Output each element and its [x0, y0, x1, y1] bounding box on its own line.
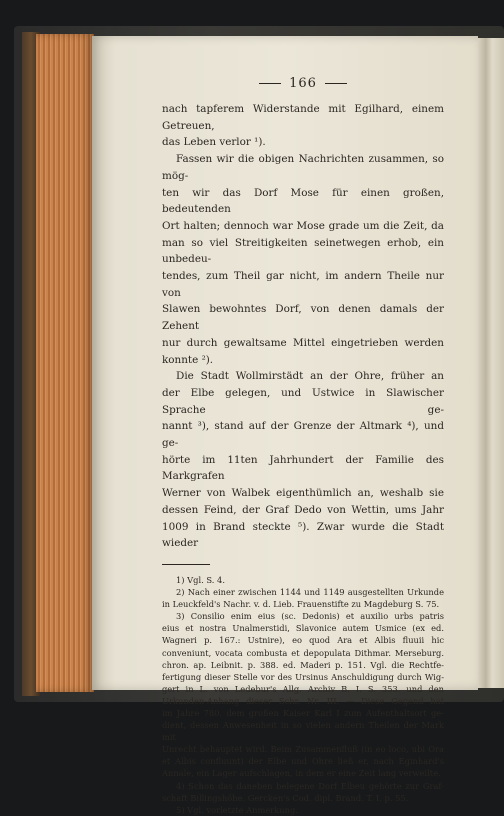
footnote-line: eius et nostra Unalmerstidi, Slavonice autem Usmice (ex ed. [162, 623, 444, 634]
right-page-edge [478, 38, 504, 688]
footnote-line: im Jahre 780. dem großen Kaiser Karl I zum Aufenthaltsort ge- [162, 708, 444, 719]
page-content [162, 76, 444, 816]
footnote-line: schaft Billingshöhe. Gercken's Cod. dipl. Brand. T. I. p. 55. [162, 792, 409, 803]
footnote-line: et Albis confluunt) der Elbe und Ohre ließ er, nach Eginhard's [162, 756, 444, 767]
body-line: Fassen wir die obigen Nachrichten zusammen, so mög- [162, 153, 444, 182]
body-line: tendes, zum Theil gar nicht, im andern Theile nur von [162, 270, 444, 299]
body-line: dessen Feind, der Graf Dedo von Wettin, ums Jahr [162, 503, 444, 516]
body-line: nannt ³), stand auf der Grenze der Altmark ⁴), und ge- [162, 420, 444, 450]
footnote-line: Wagneri p. 167.: Ustnire), eo quod Ara et Albis fluuii hic [162, 635, 444, 646]
footnote-line: in Leuckfeld's Nachr. v. d. Lieb. Frauenstifte zu Magdeburg S. 75. [162, 599, 440, 610]
body-line: das Leben verlor ¹). [162, 136, 266, 149]
footnotes [162, 574, 444, 816]
body-line: der Elbe gelegen, und Ustwice in Slawischer Sprache ge- [162, 386, 444, 416]
footnote-line: dient, dessen Anwesenheit in so vielen andern Theilen der Mark mit [162, 720, 444, 743]
body-line: Werner von Walbek eigenthümlich an, weshalb sie [162, 487, 444, 500]
body-line: nach tapferem Widerstande mit Egilhard, einem Getreuen, [162, 103, 444, 132]
body-line: 1009 in Brand steckte ⁵). Zwar wurde die Stadt wieder [162, 520, 444, 550]
footnote-divider [162, 564, 210, 565]
body-text [162, 101, 444, 552]
footnote-line: 1) Vgl. S. 4. [176, 574, 225, 585]
body-line: Ort halten; dennoch war Mose grade um die Zeit, da [162, 219, 444, 232]
body-line: hörte im 11ten Jahrhundert der Familie des Markgrafen [162, 453, 444, 483]
body-line: man so viel Streitigkeiten seinetwegen erhob, ein unbedeu- [162, 236, 444, 266]
page-number [162, 76, 444, 91]
footnote-line: 2) Nach einer zwischen 1144 und 1149 ausgestellten Urkunde [176, 587, 444, 598]
body-line: ten wir das Dorf Mose für einen großen, bedeutenden [162, 186, 444, 216]
footnote-line: chron. ap. Leibnit. p. 388. ed. Maderi p. 151. Vgl. die Rechtfe- [162, 659, 444, 670]
page-number-text: 166 [289, 76, 317, 91]
book-page [92, 36, 478, 815]
page-edges [36, 34, 94, 692]
footnote-line: Urkunden-Anhang dieser Schr. Nr. III. — Diese Gegend hat [162, 695, 444, 706]
footnote-line: Unrecht behauptet wird. Beim Zusammenfluß (in eo loco, ubi Ora [162, 744, 444, 755]
body-line: Slawen bewohntes Dorf, von denen damals der Zehent [162, 303, 444, 333]
page-number-dash-left [259, 83, 281, 84]
footnote-line: Annale, ein Lager aufschlagen, in dem er eine Zeit lang verweilte. [162, 768, 441, 779]
footnote-line: 3) Consilio enim eius (sc. Dedonis) et auxilio urbs patris [176, 611, 444, 622]
page-number-dash-right [325, 83, 347, 84]
footnote-line: conveniunt, vocata combusta et depopulata Dithmar. Merseburg. [162, 647, 444, 658]
footnote-line: 4) Schon das daneben belegene Dorf Elbeu gehörte zur Graf- [176, 780, 444, 791]
body-line: nur durch gewaltsame Mittel eingetrieben werden konnte ²). [162, 336, 444, 366]
footnote-line: 5) Vgl. vorletzte Anmerkung. [176, 804, 298, 815]
footnote-line: fertigung dieser Stelle vor des Ursinus Anschuldigung durch Wig- [162, 671, 444, 682]
footnote-line: gert in L. von Ledebur's Allg. Archiv B. I. S. 353. und den [162, 683, 444, 694]
body-line: Die Stadt Wollmirstädt an der Ohre, früher an [176, 370, 444, 383]
